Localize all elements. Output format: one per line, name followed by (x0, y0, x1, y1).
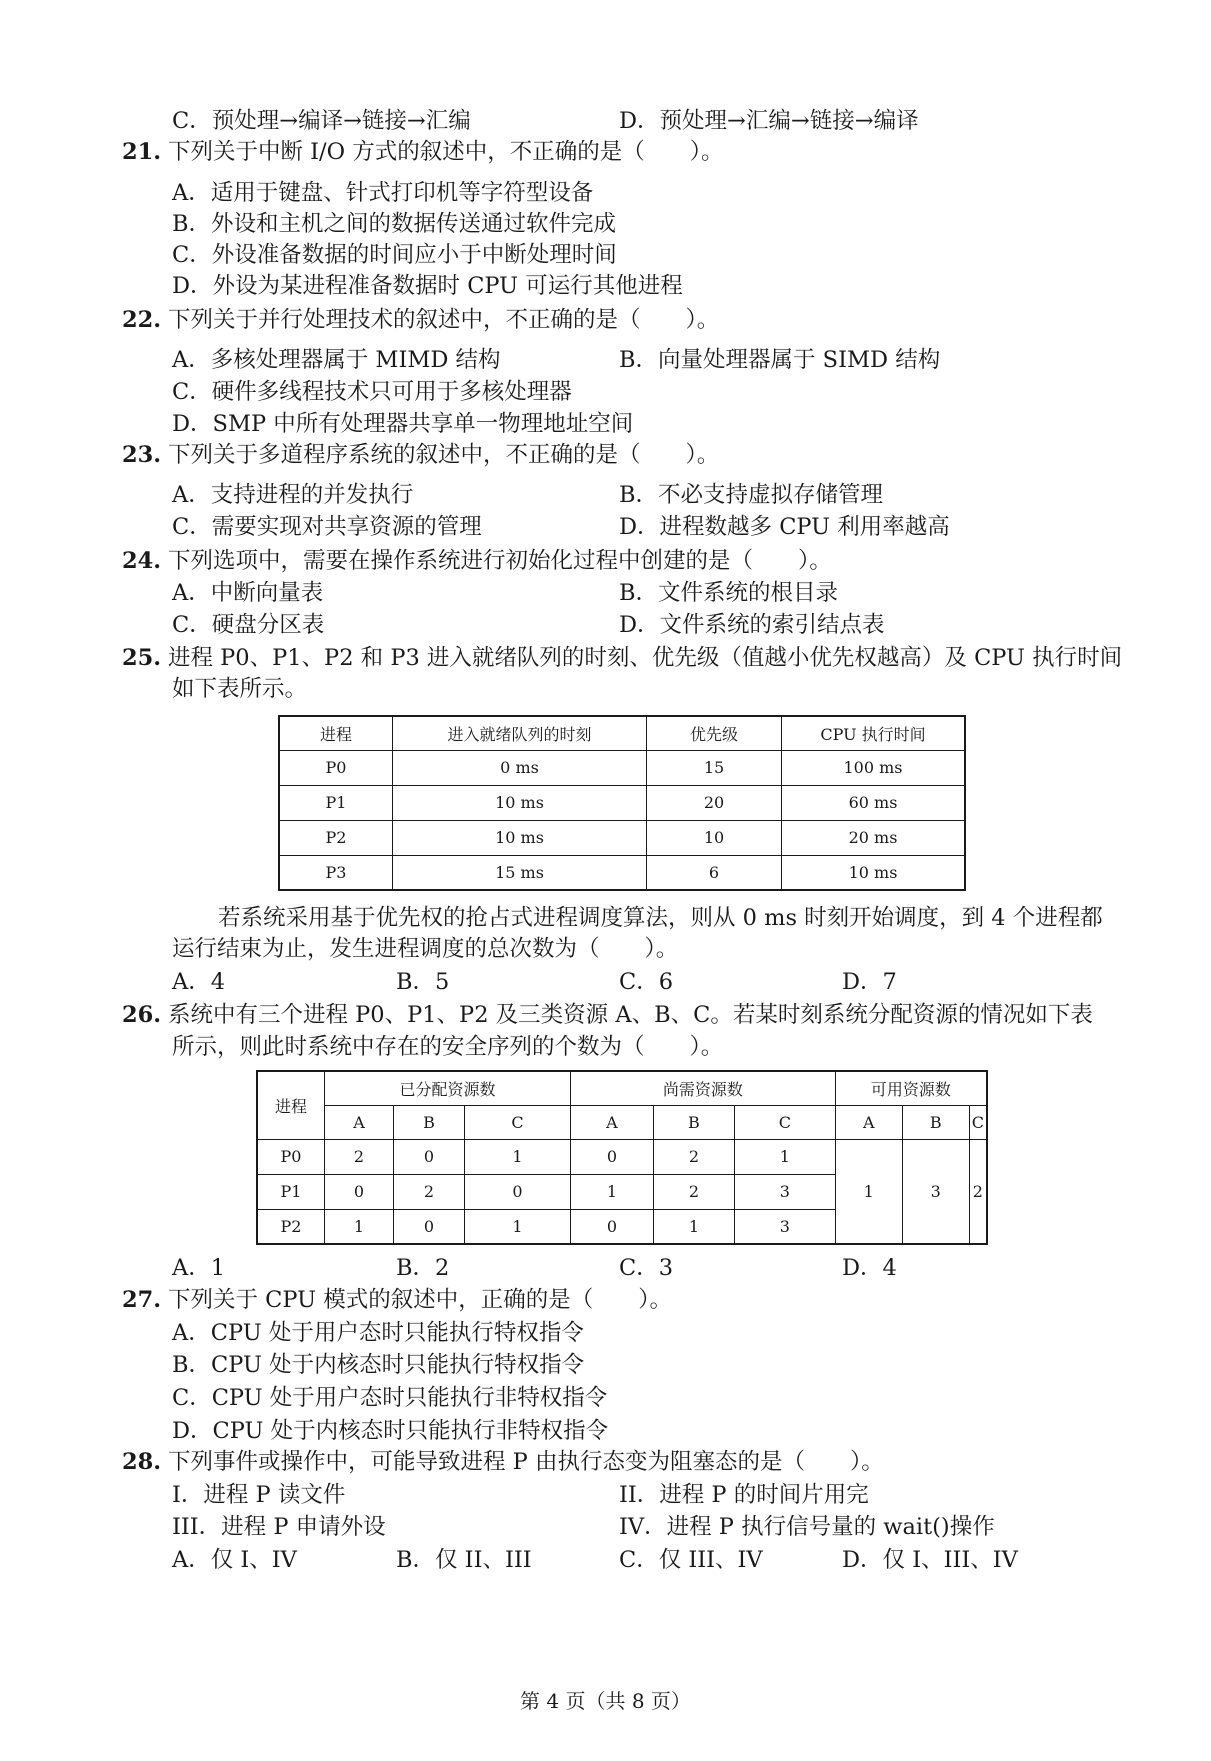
table-cell: 1 (325, 1209, 394, 1244)
table-cell: 20 (647, 785, 782, 820)
table-subheader: B (394, 1105, 465, 1139)
table-header: 进入就绪队列的时刻 (393, 716, 647, 750)
question-25-stem (122, 643, 1122, 673)
question-text: 进程 P0、P1、P2 和 P3 进入就绪队列的时刻、优先级（值越小优先权越高）及 CPU 执行时间 (168, 645, 1123, 671)
question-26-stem (122, 1000, 1093, 1030)
table-subheader: C (969, 1105, 987, 1139)
q23-option-a: A．支持进程的并发执行 (172, 482, 414, 508)
q24-option-c: C．硬盘分区表 (172, 612, 325, 638)
table-subheader: A (835, 1105, 902, 1139)
q22-option-d: D．SMP 中所有处理器共享单一物理地址空间 (172, 411, 634, 437)
question-22-stem (122, 305, 719, 335)
question-23-stem (122, 440, 719, 470)
q22-option-c: C．硬件多线程技术只可用于多核处理器 (172, 379, 572, 405)
table-cell: 0 (394, 1139, 465, 1174)
q26-option-d: D．4 (842, 1255, 897, 1281)
table-cell-available: 2 (969, 1139, 987, 1244)
table-cell: 10 ms (782, 855, 966, 890)
question-text: 下列关于并行处理技术的叙述中，不正确的是（ ）。 (168, 307, 720, 333)
question-text: 系统中有三个进程 P0、P1、P2 及三类资源 A、B、C。若某时刻系统分配资源的情况如下表 (168, 1002, 1093, 1028)
table-cell: 1 (734, 1139, 835, 1174)
q27-option-d: D．CPU 处于内核态时只能执行非特权指令 (172, 1418, 609, 1444)
question-number: 28. (122, 1449, 162, 1475)
table-subheader: B (902, 1105, 969, 1139)
question-27-stem (122, 1285, 672, 1315)
q28-item-i: I．进程 P 读文件 (172, 1482, 346, 1508)
page-footer: 第 4 页（共 8 页） (520, 1689, 691, 1713)
question-28-stem (122, 1447, 884, 1477)
table-cell: 10 (647, 820, 782, 855)
q28-item-ii: II．进程 P 的时间片用完 (619, 1482, 869, 1508)
q27-option-c: C．CPU 处于用户态时只能执行非特权指令 (172, 1385, 608, 1411)
q28-option-c: C．仅 III、IV (619, 1547, 763, 1573)
q23-option-d: D．进程数越多 CPU 利用率越高 (619, 514, 950, 540)
table-cell: 2 (653, 1139, 734, 1174)
question-number: 22. (122, 307, 162, 333)
table-subheader: B (653, 1105, 734, 1139)
q28-option-d: D．仅 I、III、IV (842, 1547, 1018, 1573)
table-cell: 10 ms (393, 820, 647, 855)
question-25-stem-cont: 如下表所示。 (172, 676, 308, 702)
q28-option-b: B．仅 II、III (396, 1547, 532, 1573)
question-text: 下列关于多道程序系统的叙述中，不正确的是（ ）。 (168, 442, 720, 468)
table-cell: 100 ms (782, 750, 966, 785)
table-subheader: C (734, 1105, 835, 1139)
q25-option-a: A．4 (172, 969, 226, 995)
table-cell: P2 (257, 1209, 325, 1244)
table-cell: 0 ms (393, 750, 647, 785)
q22-option-a: A．多核处理器属于 MIMD 结构 (172, 347, 501, 373)
question-number: 21. (122, 139, 162, 165)
table-cell: 15 (647, 750, 782, 785)
option-d: D．预处理→汇编→链接→编译 (619, 108, 919, 134)
question-number: 23. (122, 442, 162, 468)
q27-option-b: B．CPU 处于内核态时只能执行特权指令 (172, 1352, 585, 1378)
table-header: CPU 执行时间 (782, 716, 966, 750)
table-row (279, 855, 965, 890)
question-24-stem (122, 546, 832, 576)
table-cell-available: 3 (902, 1139, 969, 1244)
q23-option-c: C．需要实现对共享资源的管理 (172, 514, 482, 540)
table-cell: P0 (279, 750, 393, 785)
q27-option-a: A．CPU 处于用户态时只能执行特权指令 (172, 1320, 584, 1346)
q28-item-iii: III．进程 P 申请外设 (172, 1514, 386, 1540)
table-cell: 2 (653, 1174, 734, 1209)
q21-option-a: A．适用于键盘、针式打印机等字符型设备 (172, 180, 594, 206)
q23-option-b: B．不必支持虚拟存储管理 (619, 482, 884, 508)
table-cell: 2 (325, 1139, 394, 1174)
table-cell: 0 (394, 1209, 465, 1244)
table-row (279, 785, 965, 820)
table-cell: 60 ms (782, 785, 966, 820)
table-cell: 0 (570, 1209, 653, 1244)
question-text: 下列选项中，需要在操作系统进行初始化过程中创建的是（ ）。 (168, 548, 832, 574)
q24-option-d: D．文件系统的索引结点表 (619, 612, 885, 638)
q24-option-a: A．中断向量表 (172, 580, 324, 606)
q26-option-c: C．3 (619, 1255, 674, 1281)
table-group-header: 尚需资源数 (570, 1071, 835, 1105)
table-header: 进程 (279, 716, 393, 750)
table-row (279, 750, 965, 785)
q25-option-b: B．5 (396, 969, 450, 995)
question-21-stem (122, 137, 723, 167)
q26-option-b: B．2 (396, 1255, 450, 1281)
table-cell: 2 (394, 1174, 465, 1209)
table-cell: 3 (734, 1174, 835, 1209)
table-cell: 15 ms (393, 855, 647, 890)
table-subheader: C (465, 1105, 571, 1139)
table-group-header: 可用资源数 (835, 1071, 987, 1105)
table-cell: P1 (279, 785, 393, 820)
q26-option-a: A．1 (172, 1255, 226, 1281)
table-cell: 10 ms (393, 785, 647, 820)
table-cell: 6 (647, 855, 782, 890)
resource-allocation-table (256, 1070, 988, 1245)
q21-option-b: B．外设和主机之间的数据传送通过软件完成 (172, 211, 617, 237)
q28-option-a: A．仅 I、IV (172, 1547, 297, 1573)
option-c: C．预处理→编译→链接→汇编 (172, 108, 471, 134)
q28-item-iv: IV．进程 P 执行信号量的 wait()操作 (619, 1514, 995, 1540)
table-cell: 0 (465, 1174, 571, 1209)
question-text: 下列关于中断 I/O 方式的叙述中，不正确的是（ ）。 (168, 139, 724, 165)
question-26-stem-cont: 所示，则此时系统中存在的安全序列的个数为（ ）。 (172, 1034, 724, 1060)
question-text: 下列事件或操作中，可能导致进程 P 由执行态变为阻塞态的是（ ）。 (168, 1449, 884, 1475)
table-cell: 1 (570, 1174, 653, 1209)
q25-option-c: C．6 (619, 969, 674, 995)
question-25-after-cont: 运行结束为止，发生进程调度的总次数为（ ）。 (172, 936, 679, 962)
table-cell: P1 (257, 1174, 325, 1209)
table-header: 进程 (257, 1071, 325, 1139)
table-cell: P3 (279, 855, 393, 890)
table-subheader: A (570, 1105, 653, 1139)
table-cell: 20 ms (782, 820, 966, 855)
question-number: 24. (122, 548, 162, 574)
table-cell: P2 (279, 820, 393, 855)
q25-option-d: D．7 (842, 969, 897, 995)
q24-option-b: B．文件系统的根目录 (619, 580, 839, 606)
table-cell: 1 (465, 1139, 571, 1174)
table-header: 优先级 (647, 716, 782, 750)
q21-option-d: D．外设为某进程准备数据时 CPU 可运行其他进程 (172, 273, 683, 299)
question-number: 26. (122, 1002, 162, 1028)
table-cell: 0 (325, 1174, 394, 1209)
q22-option-b: B．向量处理器属于 SIMD 结构 (619, 347, 941, 373)
table-cell: 3 (734, 1209, 835, 1244)
table-cell-available: 1 (835, 1139, 902, 1244)
table-cell: 1 (653, 1209, 734, 1244)
question-25-after: 若系统采用基于优先权的抢占式进程调度算法，则从 0 ms 时刻开始调度，到 4 个进程都 (218, 905, 1103, 931)
table-row (279, 820, 965, 855)
table-cell: P0 (257, 1139, 325, 1174)
process-schedule-table (278, 715, 966, 891)
table-subheader: A (325, 1105, 394, 1139)
table-group-header: 已分配资源数 (325, 1071, 571, 1105)
table-row (257, 1139, 987, 1174)
question-number: 27. (122, 1287, 162, 1313)
table-cell: 1 (465, 1209, 571, 1244)
q21-option-c: C．外设准备数据的时间应小于中断处理时间 (172, 242, 617, 268)
question-number: 25. (122, 645, 162, 671)
question-text: 下列关于 CPU 模式的叙述中，正确的是（ ）。 (168, 1287, 672, 1313)
table-cell: 0 (570, 1139, 653, 1174)
